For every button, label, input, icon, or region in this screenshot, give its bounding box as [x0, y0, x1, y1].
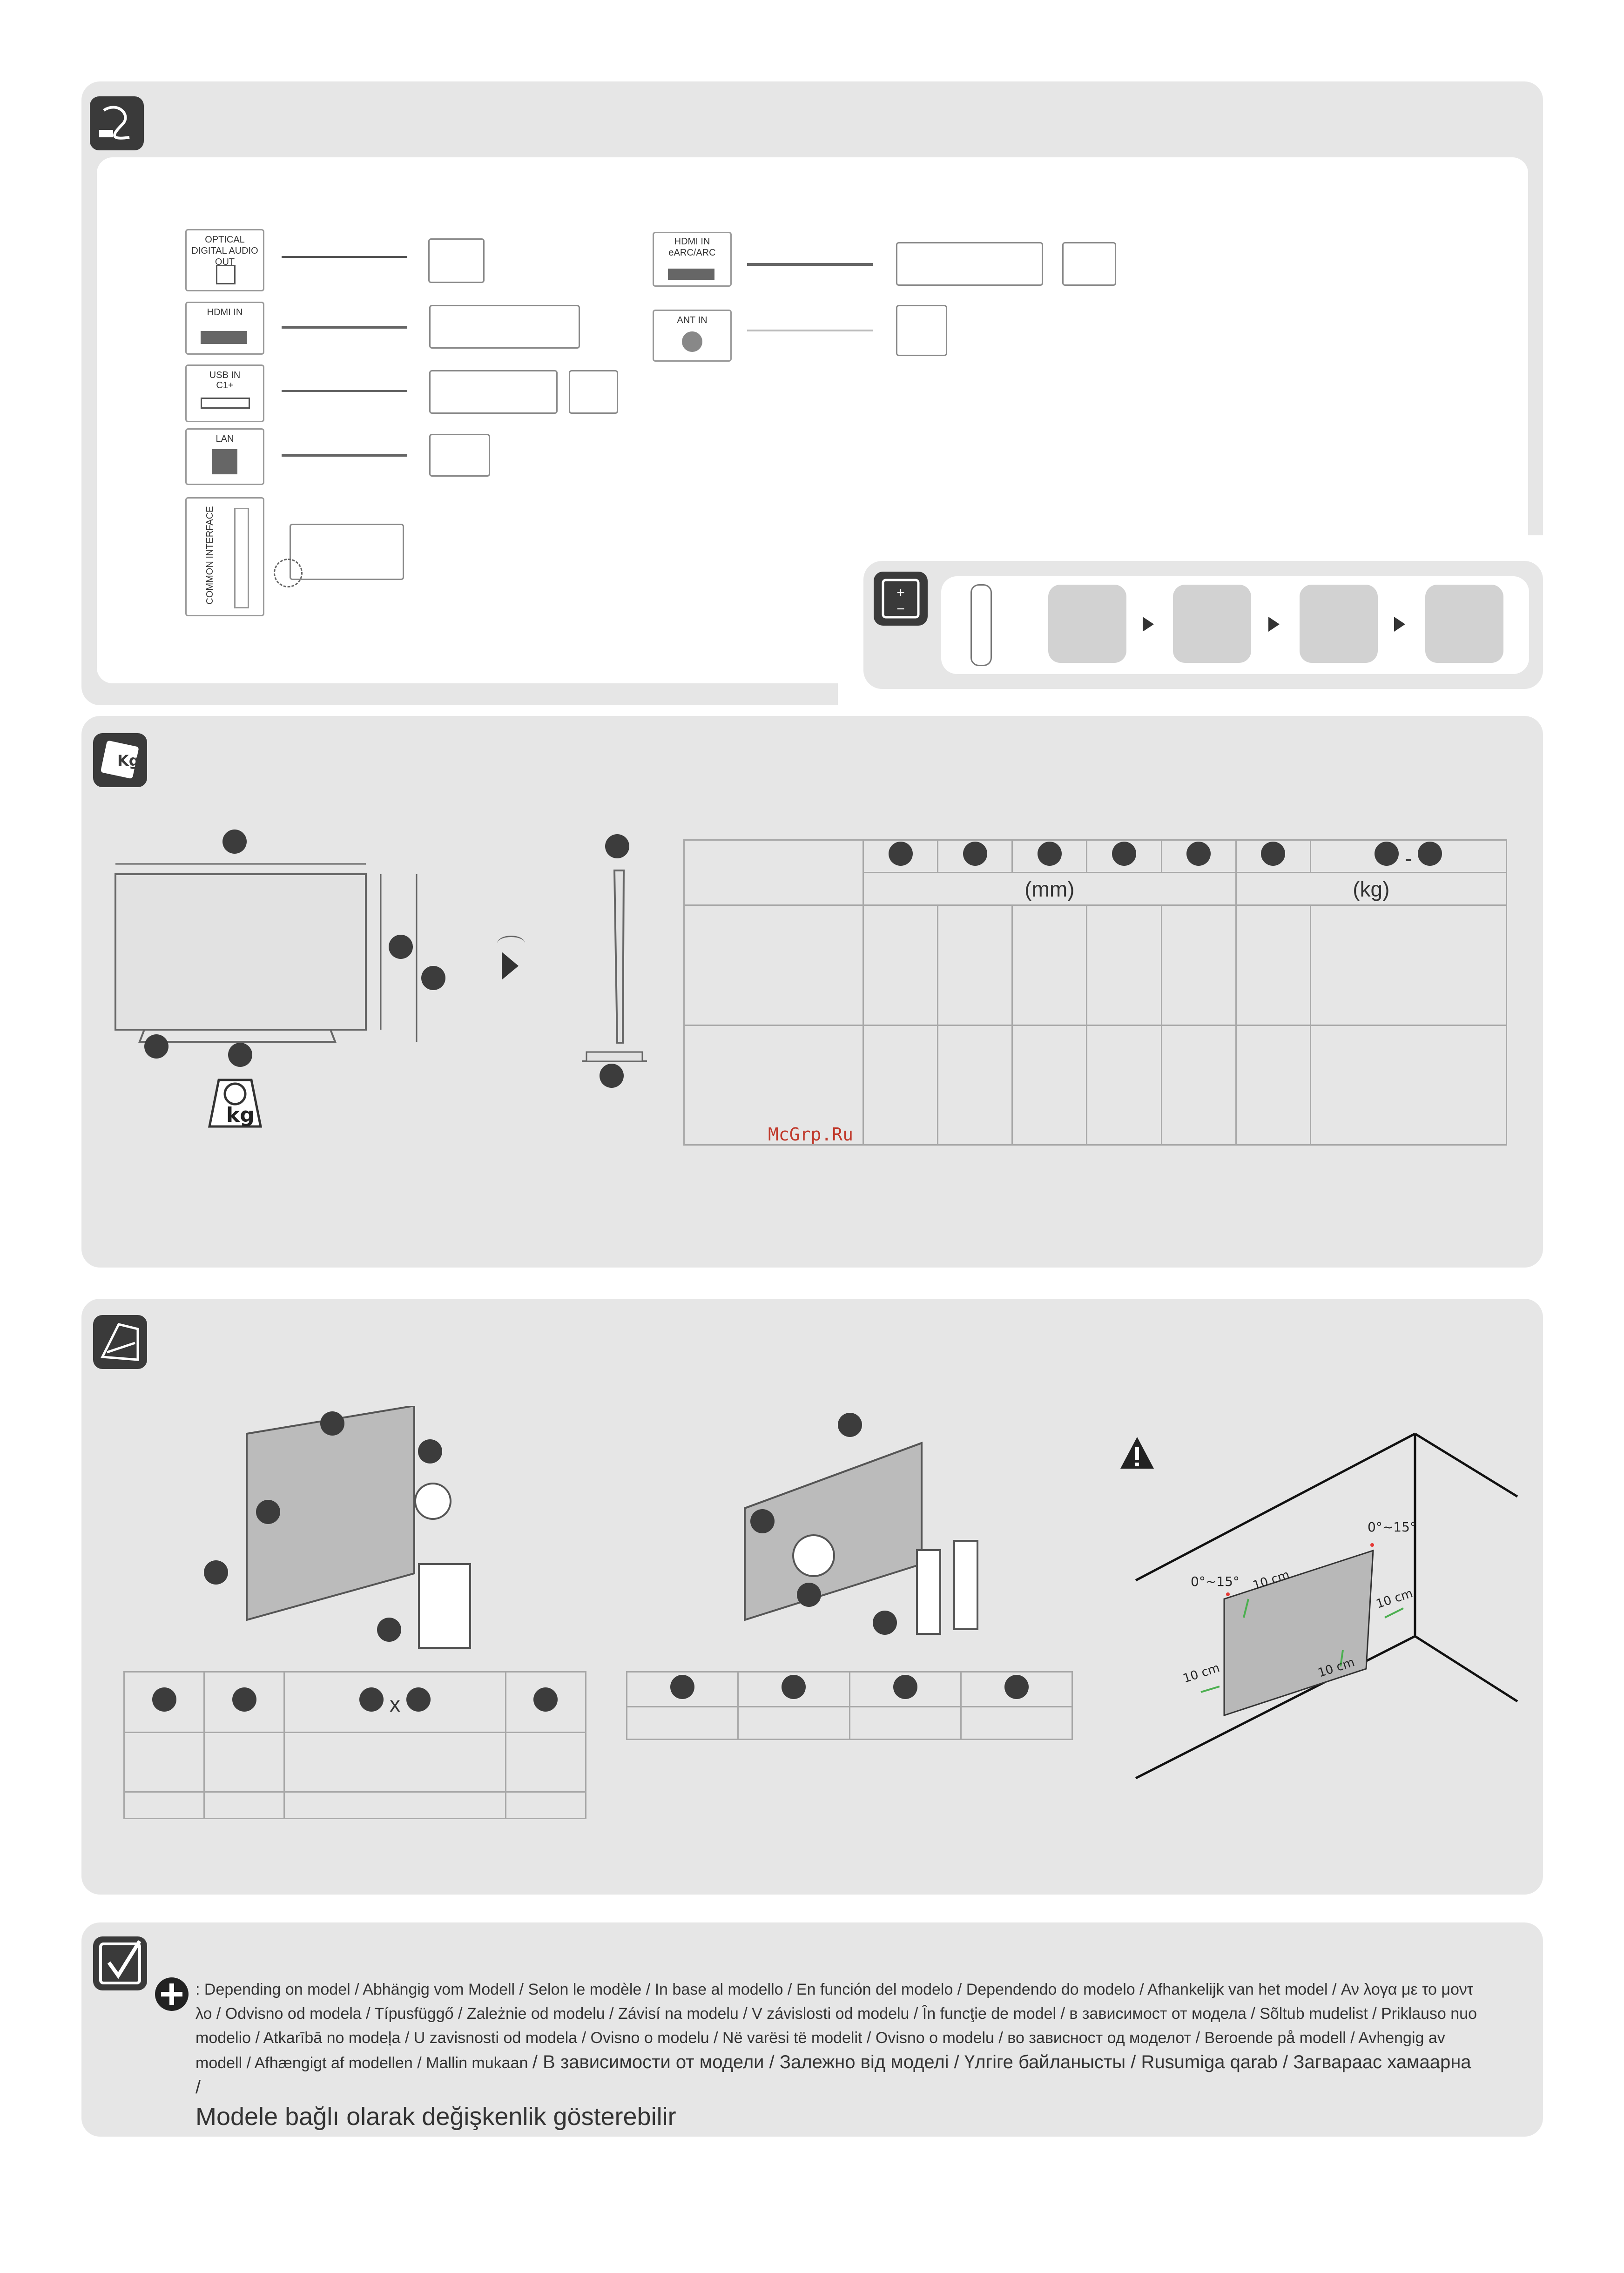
badge-mid-col3: [893, 1675, 917, 1699]
vesa-col-model: [124, 1672, 204, 1733]
mid-cell: [738, 1707, 849, 1740]
dim-col-f: [1236, 840, 1310, 873]
dim-table-corner: [684, 840, 863, 905]
hdmi-earc-socket-icon: [668, 269, 714, 280]
remote-step4-icon: [1425, 585, 1503, 663]
badge-mid-col2: [782, 1675, 806, 1699]
badge-stand-depth: [600, 1064, 624, 1088]
badge-col-d: [1112, 842, 1136, 866]
badge-vesa-b: [204, 1560, 228, 1585]
port-ci-label: COMMON INTERFACE: [205, 506, 215, 605]
dim-cell: [1161, 1025, 1236, 1145]
remote-step3-icon: [1300, 585, 1378, 663]
badge-vesa-screw: [418, 1439, 442, 1464]
dimensions-table: [683, 839, 1507, 1146]
router-icon: [429, 434, 490, 477]
optical-cable-icon: [282, 256, 407, 262]
badge-mid-col4: [1004, 1675, 1029, 1699]
usb-socket-icon: [201, 398, 250, 409]
kg-label: kg: [226, 1103, 255, 1127]
badge-mid-screw: [797, 1583, 821, 1607]
badge-vesa-col1: [152, 1687, 176, 1712]
mid-col2: [738, 1672, 849, 1707]
dim-cell: [938, 905, 1012, 1025]
badge-vesa-col2: [232, 1687, 256, 1712]
angle-top-label: 0°~15°: [1368, 1519, 1416, 1535]
step-arrow-icon-3: [1394, 617, 1405, 632]
usb-cable-icon: [282, 390, 407, 396]
ci-slot-icon: [234, 508, 249, 608]
badge-col-g2: [1418, 842, 1442, 866]
dim-cell: [1087, 1025, 1161, 1145]
weight-tag-icon: [93, 733, 147, 787]
port-ant-label: ANT IN: [677, 315, 708, 325]
battery-icon: [874, 572, 928, 626]
port-usb-label: USB IN: [209, 370, 241, 380]
dim-cell: [938, 1025, 1012, 1145]
step-arrow-icon-1: [1143, 617, 1154, 632]
tv-side-diagram: [573, 833, 656, 1094]
clearance-top-label: 10 cm: [1251, 1568, 1292, 1593]
dim-col-g: [1310, 840, 1506, 873]
vesa-cell: [505, 1733, 586, 1792]
vesa-cell: [124, 1792, 204, 1819]
dim-cell: [863, 1025, 938, 1145]
badge-stand-width: [144, 1034, 168, 1059]
port-hdmi: [185, 302, 264, 355]
x-label: x: [390, 1692, 401, 1716]
vesa-col-screw: [505, 1672, 586, 1733]
cable-icon: [90, 96, 144, 150]
wall-bracket-middle: [917, 1550, 940, 1634]
dim-unit-kg: (kg): [1236, 873, 1506, 905]
antenna-tower-icon: [896, 305, 947, 356]
clearance-left-label: 10 cm: [1181, 1661, 1222, 1686]
audio-system-icon: [428, 238, 485, 283]
mid-cell: [627, 1707, 738, 1740]
note-multilang: : Depending on model / Abhängig vom Modell / Selon le modèle / In base al modello / En función del modelo / Dependendo do modelo / Afhankelijk van het model / Αν λογα με το μοντ λο / Odvisno od modela / Típusfüggő / Zależnie od modelu / Závisí na modelu / V závislosti od modelu / În funcţie de model / в зависимост от модела / Sõltub mudelist / Priklauso nuo modelio / Atkarībā no modeļa / U zavisnosti od modela / Ovisno o modelu / Në varësi të modelit / Ovisno o modelu / во зависност од моделот / Beroende på modell / Avhengig av modell / Afhængigt af modellen / Mallin mukaan: [195, 1981, 1477, 2072]
port-hdmi-earc-label: HDMI IN eARC/ARC: [668, 236, 716, 258]
remote-icon: [970, 584, 992, 666]
badge-vesa-a: [320, 1411, 344, 1436]
play-arrow-icon: [502, 952, 519, 980]
tv-front-diagram: [102, 819, 438, 1154]
dim-col-a: [863, 840, 938, 873]
hdmi-socket-icon: [201, 331, 247, 344]
dim-cell: [1310, 1025, 1506, 1145]
vesa-diagram-left: [195, 1406, 493, 1657]
port-hdmi-earc: [653, 232, 732, 287]
ci-dashed-circle-icon: [274, 559, 303, 587]
vesa-table-left: [123, 1671, 586, 1819]
port-ant: [653, 310, 732, 362]
badge-vesa-col3b: [406, 1687, 431, 1712]
wall-tv: [1224, 1551, 1373, 1715]
vesa-col-axb: [284, 1672, 506, 1733]
usb-storage-icon: [429, 370, 558, 414]
svg-text:−: −: [896, 601, 905, 617]
dim-cell: [1012, 905, 1087, 1025]
badge-col-f: [1261, 842, 1285, 866]
badge-col-b: [963, 842, 987, 866]
mid-cell: [849, 1707, 961, 1740]
dash-label: -: [1405, 846, 1412, 870]
hdmi-cable-icon: [282, 326, 407, 332]
port-lan: [185, 428, 264, 485]
dim-col-b: [938, 840, 1012, 873]
lan-socket-icon: [212, 449, 237, 474]
earc-audio-icon: [1062, 242, 1116, 286]
clearance-diagram: [1131, 1431, 1531, 1790]
badge-vesa-col3a: [359, 1687, 384, 1712]
badge-width: [222, 830, 247, 854]
clearance-right-label: 10 cm: [1374, 1586, 1415, 1612]
rotate-arrow-icon: [497, 936, 525, 951]
dim-col-c: [1012, 840, 1087, 873]
dim-cell: [1236, 1025, 1310, 1145]
earc-devices-icon: [896, 242, 1043, 286]
hdmi-earc-cable-icon: [747, 263, 873, 270]
antenna-cable-icon: [747, 330, 873, 335]
model-note: [195, 1977, 1480, 2133]
checkmark-icon: [93, 1936, 147, 1990]
usb-alt-icon: [569, 370, 618, 414]
badge-weight: [228, 1043, 252, 1067]
port-hdmi-label: HDMI IN: [207, 307, 243, 317]
ci-card-icon: [290, 524, 404, 580]
optical-socket-icon: [216, 265, 236, 284]
wall-mount-icon: [93, 1315, 147, 1369]
dim-cell: [1012, 1025, 1087, 1145]
port-optical: [185, 229, 264, 291]
vesa-cell: [284, 1792, 506, 1819]
badge-vesa-tv: [256, 1500, 280, 1524]
vesa-table-middle: [626, 1671, 1073, 1740]
vesa-cell: [124, 1733, 204, 1792]
tv-screen: [115, 874, 366, 1030]
badge-col-c: [1038, 842, 1062, 866]
vesa-cell: [505, 1792, 586, 1819]
port-lan-label: LAN: [216, 434, 234, 444]
clearance-bottom-label: 10 cm: [1316, 1655, 1357, 1680]
tv-side-profile: [614, 870, 624, 1043]
badge-col-e: [1186, 842, 1211, 866]
watermark-text: McGrp.Ru: [768, 1124, 854, 1145]
dim-cell: [1161, 905, 1236, 1025]
port-optical-label: OPTICAL DIGITAL AUDIO OUT: [191, 235, 258, 267]
mid-col1: [627, 1672, 738, 1707]
note-cyrillic: / В зависимости от модели / Залежно від моделі / Үлгіге байланысты / Rusumiga qarab / Загвараас хамаарна /: [195, 2052, 1471, 2098]
lan-cable-icon: [282, 454, 407, 460]
wall-bracket-left: [419, 1564, 470, 1648]
plus-icon: [154, 1976, 190, 2012]
dim-row1-model: [684, 905, 863, 1025]
badge-mid-col1: [670, 1675, 694, 1699]
dim-cell: [1236, 905, 1310, 1025]
badge-depth: [605, 834, 629, 858]
port-common-interface: [185, 497, 264, 616]
vesa-cell: [284, 1733, 506, 1792]
vesa-cell: [204, 1792, 284, 1819]
port-usb: [185, 364, 264, 422]
badge-mid-a: [838, 1413, 862, 1437]
tv-back-middle: [745, 1443, 922, 1620]
mid-cell: [961, 1707, 1072, 1740]
svg-text:+: +: [896, 585, 905, 600]
dim-col-d: [1087, 840, 1161, 873]
badge-col-a: [889, 842, 913, 866]
tv-stand: [140, 1030, 335, 1042]
remote-step1-icon: [1048, 585, 1126, 663]
badge-mid-bracket: [873, 1611, 897, 1635]
badge-height: [389, 935, 413, 959]
ant-socket-icon: [682, 331, 702, 352]
badge-vesa-bracket: [377, 1618, 401, 1642]
remote-step2-icon: [1173, 585, 1251, 663]
dim-cell: [1087, 905, 1161, 1025]
badge-vesa-col4: [533, 1687, 558, 1712]
vesa-cell: [204, 1733, 284, 1792]
dim-cell: [863, 905, 938, 1025]
badge-total-height: [421, 966, 445, 990]
badge-col-g1: [1375, 842, 1399, 866]
note-turkish: Modele bağlı olarak değişkenlik gösterebilir: [195, 2103, 676, 2131]
vesa-col-size: [204, 1672, 284, 1733]
badge-mid-tv: [750, 1509, 775, 1533]
mid-col3: [849, 1672, 961, 1707]
dim-col-e: [1161, 840, 1236, 873]
media-devices-icon: [429, 305, 580, 349]
port-usb-sub: C1+: [216, 380, 234, 391]
dim-cell: [1310, 905, 1506, 1025]
step-arrow-icon-2: [1268, 617, 1280, 632]
mid-col4: [961, 1672, 1072, 1707]
angle-left-label: 0°~15°: [1191, 1574, 1240, 1589]
svg-text:Kg: Kg: [117, 752, 140, 769]
dim-unit-mm: (mm): [863, 873, 1236, 905]
